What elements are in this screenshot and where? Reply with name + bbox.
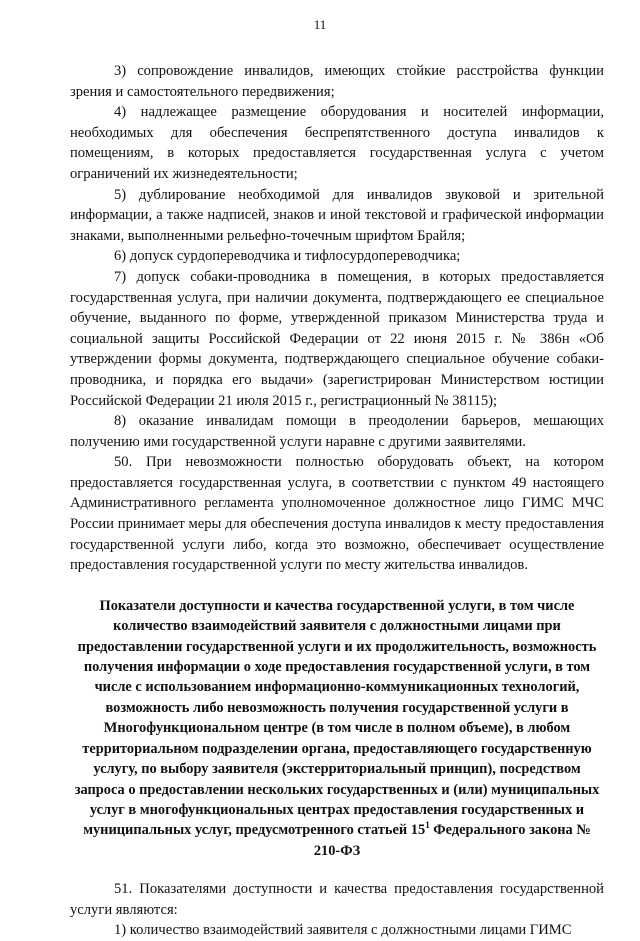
heading-superscript: 1 (425, 820, 430, 831)
item-7: 7) допуск собаки-проводника в помещения, в которых предоставляется государственная услуга, при наличии документа, подтверждающего ее специальное обучение, выданного по форме, утвержденной приказом Министерства труда и социальной защиты Российской Федерации от 22 июня 2015 г. № 386н «Об утверждении формы документа, подтверждающего специальное обучение собаки-проводника, и порядка его выдачи» (зарегистрирован Министерством юстиции Российской Федерации 21 июля 2015 г., регистрационный № 38115); (70, 268, 604, 409)
item-3: 3) сопровождение инвалидов, имеющих стойкие расстройства функции зрения и самостоятельного передвижения; (70, 63, 604, 100)
item-6: 6) допуск сурдопереводчика и тифлосурдопереводчика; (114, 248, 461, 265)
item-51-1: 1) количество взаимодействий заявителя с должностными лицами ГИМС (114, 922, 572, 939)
item-8: 8) оказание инвалидам помощи в преодолении барьеров, мешающих получению ими государственной услуги наравне с другими заявителями. (70, 413, 604, 450)
page-content (70, 61, 604, 941)
section-heading (70, 596, 604, 861)
paragraph-50: 50. При невозможности полностью оборудовать объект, на котором предоставляется государственная услуга, в соответствии с пунктом 49 настоящего Административного регламента уполномоченное должностное лицо ГИМС МЧС России принимает меры для обеспечения доступа инвалидов к месту предоставления государственной услуги либо, когда это возможно, обеспечивает осуществление предоставления государственной услуги по месту жительства инвалидов. (70, 454, 604, 574)
item-5: 5) дублирование необходимой для инвалидов звуковой и зрительной информации, а также надписей, знаков и иной текстовой и графической информации знаками, выполненными рельефно-точечным шрифтом Брайля; (70, 186, 604, 244)
page-number: 11 (313, 17, 327, 32)
heading-text: Показатели доступности и качества государственной услуги, в том числе количество взаимодействий заявителя с должностными лицами при предоставлении государственной услуги и их продолжительность, возможность получения информации о ходе предоставления государственной услуги, в том числе с использованием информационно-коммуникационных технологий, возможность либо невозможность получения государственной услуги в Многофункциональном центре (в том числе в полном объеме), в любом территориальном подразделении органа, предоставляющего государственную услугу, по выбору заявителя (экстерриториальный принцип), посредством запроса о предоставлении нескольких государственных и (или) муниципальных услуг в многофункциональных центрах предоставления государственных и муниципальных услуг, предусмотренного статьей 15 (74, 597, 600, 839)
heading-text-end: Федерального закона № 210-ФЗ (313, 822, 591, 859)
item-4: 4) надлежащее размещение оборудования и носителей информации, необходимых для обеспечения беспрепятственного доступа инвалидов к помещениям, в которых предоставляется государственная услуга с учетом ограничений их жизнедеятельности; (70, 104, 604, 182)
paragraph-51: 51. Показателями доступности и качества предоставления государственной услуги являются: (70, 881, 604, 918)
